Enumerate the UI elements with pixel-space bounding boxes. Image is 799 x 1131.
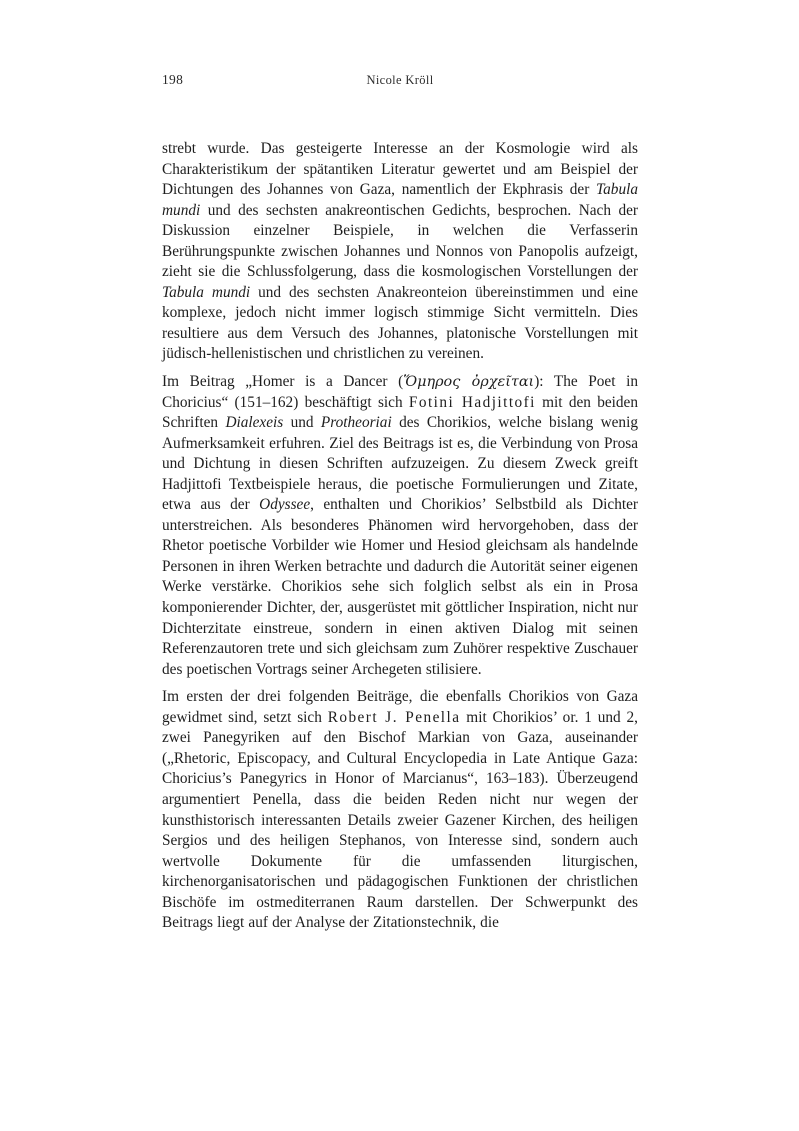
text-run-spaced: Fotini Hadjittofi bbox=[408, 393, 536, 411]
paragraph-1 bbox=[162, 139, 638, 365]
text-run-roman: des Chorikios, welche bislang wenig Aufmerksamkeit erfuhren. Ziel des Beitrags ist es, die Verbindung von Prosa und Dichtung in diesen Schriften aufzuzeigen. Zu diesem Zweck greift Hadjittofi Textbeispiele heraus, die poetische Formulierungen und Zitate, etwa aus der bbox=[162, 414, 638, 514]
text-run-roman: strebt wurde. Das gesteigerte Interesse an der Kosmologie wird als Charakteristikum der spätantiken Literatur gewertet und am Beispiel der Dichtungen des Johannes von Gaza, namentlich der Ekphrasis der bbox=[162, 140, 638, 199]
text-run-roman: und des sechsten Anakreonteion übereinstimmen und eine komplexe, jedoch nicht immer logisch stimmige Sicht vermitteln. Dies resultiere aus dem Versuch des Johannes, platonische Vorstellungen mit jüdisch-hellenistischen und christlichen zu vereinen. bbox=[162, 283, 638, 363]
text-run-roman: Im Beitrag „Homer is a Dancer ( bbox=[162, 373, 404, 391]
text-run-roman: mit Chorikios’ or. 1 und 2, zwei Panegyriken auf den Bischof Markian von Gaza, auseinander („Rhetoric, Episcopacy, and Cultural Encyclopedia in Late Antique Gaza: Choricius’s Panegyrics in Honor of Marcianus“, 163–183). Überzeugend argumentiert Penella, dass die beiden Reden nicht nur wegen der kunsthistorisch interessanten Details zweier Gazener Kirchen, des heiligen Sergios und des heiligen Stephanos, von Interesse sind, sondern auch wertvolle Dokumente für die umfassenden liturgischen, kirchenorganisatorischen und pädagogischen Funktionen der christlichen Bischöfe im ostmediterranen Raum darstellen. Der Schwerpunkt des Beitrags liegt auf der Analyse der Zitationstechnik, die bbox=[162, 708, 638, 932]
text-run-roman: mit den beiden Schriften bbox=[162, 393, 638, 432]
text-run-italic: Tabula mundi bbox=[162, 283, 251, 301]
text-run-italic: Odyssee bbox=[259, 496, 311, 514]
text-run-italic: Protheoriai bbox=[320, 414, 392, 432]
running-head bbox=[162, 72, 638, 88]
page-number: 198 bbox=[162, 72, 184, 87]
text-run-italic: Tabula mundi bbox=[162, 181, 638, 219]
text-run-roman: , enthalten und Chorikios’ Selbstbild als Dichter unterstreichen. Als besonderes Phänomen wird hervorgehoben, dass der Rhetor poetische Vorbilder wie Homer und Hesiod gleichsam als handelnde Personen in ihren Werken betrachte und dadurch die Autorität seiner eigenen Werke verstärke. Chorikios sehe sich folglich selbst als ein in Prosa komponierender Dichter, der, ausgerüstet mit göttlicher Inspiration, nicht nur Dichterzitate einstreue, sondern in einen aktiven Dialog mit seinen Referenzautoren trete und sich gleichsam zum Zuhörer respektive Zuschauer des poetischen Vortrags seiner Archegeten stilisiere. bbox=[162, 496, 638, 678]
text-run-roman: ): The Poet in Choricius“ (151–162) beschäftigt sich bbox=[162, 373, 638, 411]
text-run-roman: und des sechsten anakreontischen Gedichts, besprochen. Nach der Diskussion einzelner Beispiele, in welchen die Verfasserin Berührungspunkte zwischen Johannes und Nonnos von Panopolis aufzeigt, zieht sie die Schlussfolgerung, dass die kosmologischen Vorstellungen der bbox=[162, 201, 638, 281]
paragraph-2 bbox=[162, 372, 638, 680]
text-run-italic: Dialexeis bbox=[225, 414, 284, 432]
text-run-roman: Im ersten der drei folgenden Beiträge, die ebenfalls Chorikios von Gaza gewidmet sind, setzt sich bbox=[162, 688, 638, 726]
text-run-spaced: Robert J. Penella bbox=[327, 708, 461, 726]
paragraph-3 bbox=[162, 687, 638, 934]
body-text-block bbox=[162, 139, 638, 934]
text-run-greek: Ὅμηρος ὀρχεῖται bbox=[403, 374, 535, 391]
text-run-roman: und bbox=[283, 414, 321, 432]
running-head-title: Nicole Kröll bbox=[366, 73, 434, 87]
